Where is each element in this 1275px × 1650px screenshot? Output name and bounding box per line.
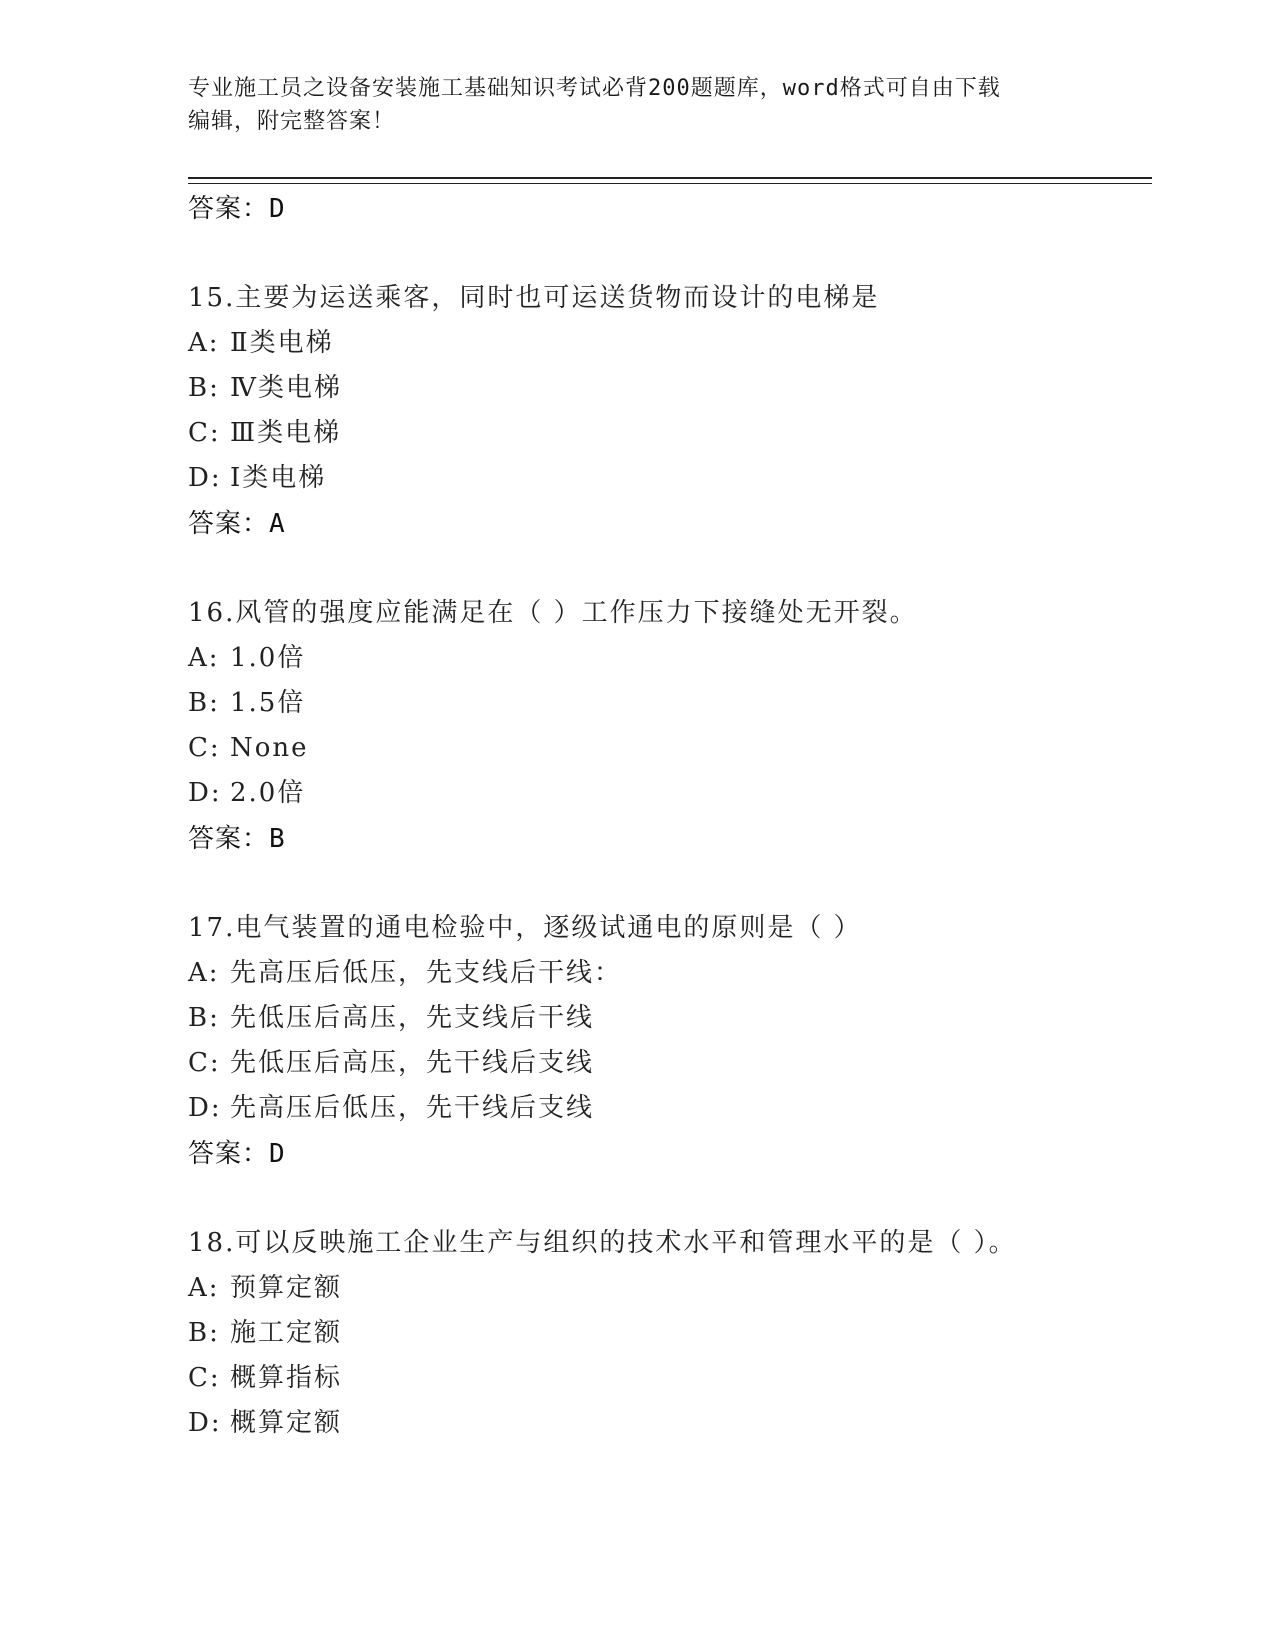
option-text: 概算指标 bbox=[230, 1363, 343, 1393]
option-letter: C: bbox=[188, 418, 221, 448]
question-15-option-b bbox=[188, 371, 342, 405]
option-letter: C: bbox=[188, 1048, 221, 1078]
option-text: 概算定额 bbox=[230, 1408, 343, 1438]
question-16-option-b bbox=[188, 686, 305, 720]
option-text: 先高压后低压，先支线后干线： bbox=[230, 958, 623, 988]
option-text: Ⅲ类电梯 bbox=[230, 418, 342, 448]
question-16-option-a bbox=[188, 641, 305, 675]
header-rule-thin bbox=[188, 183, 1152, 184]
question-18-option-c bbox=[188, 1361, 342, 1395]
option-text: Ⅰ类电梯 bbox=[230, 463, 327, 493]
previous-answer: 答案：D bbox=[188, 194, 286, 224]
option-text: 先高压后低压，先干线后支线 bbox=[230, 1093, 595, 1123]
option-letter: A: bbox=[188, 643, 220, 673]
question-17-option-d bbox=[188, 1091, 594, 1125]
question-18-stem: 18.可以反映施工企业生产与组织的技术水平和管理水平的是（ ）。 bbox=[188, 1228, 1017, 1258]
question-15-option-a bbox=[188, 326, 334, 360]
question-16-option-c bbox=[188, 731, 309, 765]
question-15-option-c bbox=[188, 416, 341, 450]
option-letter: C: bbox=[188, 1363, 221, 1393]
question-16-stem: 16.风管的强度应能满足在（ ）工作压力下接缝处无开裂。 bbox=[188, 598, 918, 628]
question-15-stem: 15.主要为运送乘客，同时也可运送货物而设计的电梯是 bbox=[188, 283, 880, 313]
option-text: 预算定额 bbox=[230, 1273, 343, 1303]
question-17-stem: 17.电气装置的通电检验中，逐级试通电的原则是（ ） bbox=[188, 913, 862, 943]
option-letter: A: bbox=[188, 328, 220, 358]
question-15-answer: 答案：A bbox=[188, 509, 286, 539]
question-17-answer: 答案：D bbox=[188, 1139, 286, 1169]
header-rule-thick bbox=[188, 177, 1152, 179]
question-16-answer: 答案：B bbox=[188, 824, 286, 854]
option-letter: D: bbox=[188, 778, 222, 808]
header-line-1: 专业施工员之设备安装施工基础知识考试必背200题题库，word格式可自由下载 bbox=[188, 76, 1001, 101]
question-17-option-c bbox=[188, 1046, 594, 1080]
question-18-option-b bbox=[188, 1316, 342, 1350]
question-18-option-d bbox=[188, 1406, 342, 1440]
option-letter: D: bbox=[188, 463, 222, 493]
option-text: Ⅱ类电梯 bbox=[230, 328, 334, 358]
option-text: Ⅳ类电梯 bbox=[230, 373, 342, 403]
question-17-option-a bbox=[188, 956, 622, 990]
option-text: 1.0倍 bbox=[230, 643, 306, 673]
option-letter: B: bbox=[188, 688, 220, 718]
option-text: 先低压后高压，先支线后干线 bbox=[230, 1003, 595, 1033]
option-text: 2.0倍 bbox=[230, 778, 306, 808]
option-letter: B: bbox=[188, 1318, 220, 1348]
option-letter: A: bbox=[188, 1273, 220, 1303]
option-letter: D: bbox=[188, 1408, 222, 1438]
question-18-option-a bbox=[188, 1271, 342, 1305]
question-17-option-b bbox=[188, 1001, 594, 1035]
document-header bbox=[188, 72, 1088, 138]
option-text: 施工定额 bbox=[230, 1318, 343, 1348]
option-letter: D: bbox=[188, 1093, 222, 1123]
option-text: 1.5倍 bbox=[230, 688, 306, 718]
option-letter: B: bbox=[188, 373, 220, 403]
option-letter: B: bbox=[188, 1003, 220, 1033]
option-text: None bbox=[230, 733, 309, 763]
option-letter: A: bbox=[188, 958, 220, 988]
question-16-option-d bbox=[188, 776, 305, 810]
option-text: 先低压后高压，先干线后支线 bbox=[230, 1048, 595, 1078]
question-15-option-d bbox=[188, 461, 326, 495]
header-line-2: 编辑，附完整答案！ bbox=[188, 109, 396, 134]
option-letter: C: bbox=[188, 733, 221, 763]
